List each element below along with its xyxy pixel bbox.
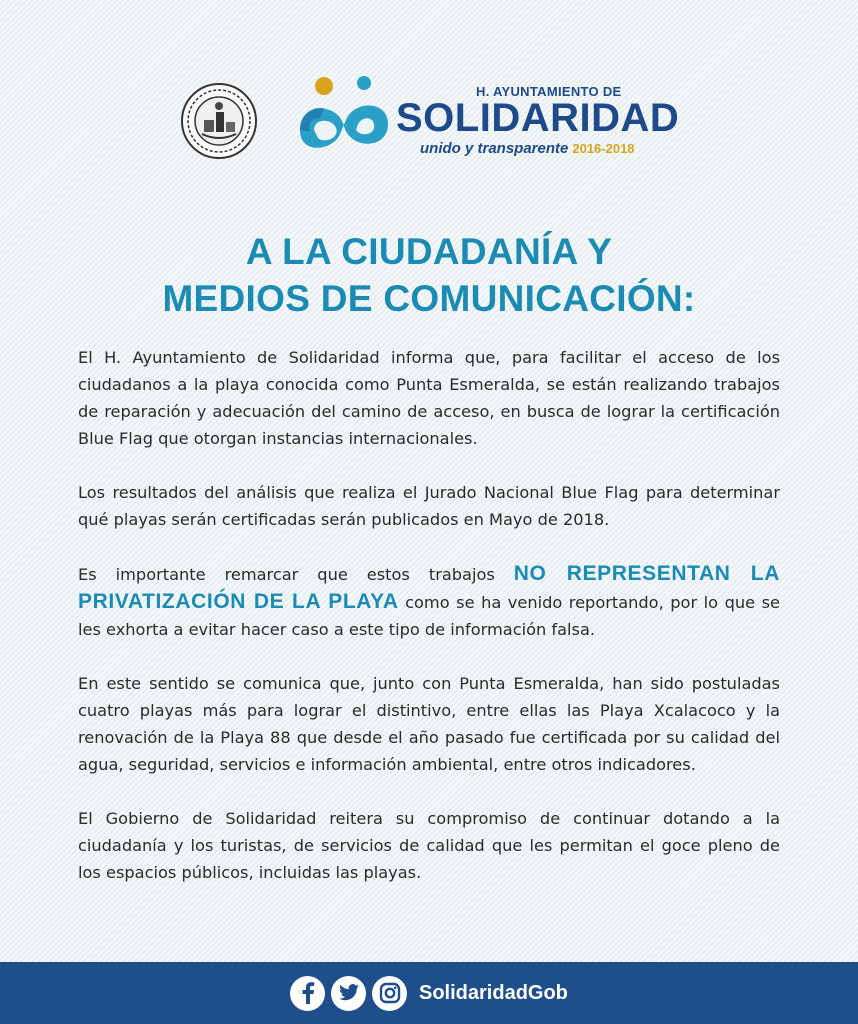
paragraph-1: El H. Ayuntamiento de Solidaridad informa que, para facilitar el acceso de los ciudadanos a la playa conocida como Punta Esmeralda, se están realizando trabajos de reparación y adecuación del camino de acceso, en busca de lograr la certificación Blue Flag que otorgan instancias internacionales. (78, 348, 780, 448)
header (0, 70, 858, 170)
brand-tagline: unido y transparente (420, 140, 569, 157)
solidaridad-logo-icon (294, 74, 394, 166)
title-line-2: MEDIOS DE COMUNICACIÓN: (162, 278, 696, 319)
social-links (290, 974, 568, 1012)
footer-bar (0, 962, 858, 1024)
paragraph-2: Los resultados del análisis que realiza el Jurado Nacional Blue Flag para determinar qué playas serán certificadas serán publicados en Mayo de 2018. (78, 483, 780, 529)
brand-subtitle (420, 140, 635, 157)
paragraph-5: El Gobierno de Solidaridad reitera su compromiso de continuar dotando a la ciudadanía y los turistas, de servicios de calidad que les permitan el goce pleno de los espacios públicos, incluidas las playas. (78, 809, 780, 882)
announcement-body (78, 344, 780, 913)
instagram-icon[interactable] (372, 976, 407, 1011)
paragraph-3 (78, 560, 780, 643)
title-line-1: A LA CIUDADANÍA Y (245, 231, 613, 272)
brand-years: 2016-2018 (572, 141, 635, 156)
facebook-icon[interactable] (290, 976, 325, 1011)
page-title (0, 228, 858, 322)
brand-main-label: SOLIDARIDAD (396, 96, 680, 140)
municipal-seal-icon (180, 82, 258, 160)
social-handle[interactable]: SolidaridadGob (419, 981, 568, 1004)
brand-top-label: H. AYUNTAMIENTO DE (476, 84, 622, 99)
paragraph-3-tail: como se ha venido reportando, por lo que se les exhorta a evitar hacer caso a este tipo de información falsa. (78, 593, 780, 639)
paragraph-3-lead: Es importante remarcar que estos trabajos (78, 565, 514, 584)
privatization-highlight: NO REPRESENTAN LA PRIVATIZACIÓN DE LA PLAYA (78, 562, 780, 613)
paragraph-4: En este sentido se comunica que, junto con Punta Esmeralda, han sido postuladas cuatro playas más para lograr el distintivo, entre ellas las Playa Xcalacoco y la renovación de la Playa 88 que desde el año pasado fue certificada por su calidad del agua, seguridad, servicios e información ambiental, entre otros indicadores. (78, 674, 780, 774)
twitter-icon[interactable] (331, 976, 366, 1011)
